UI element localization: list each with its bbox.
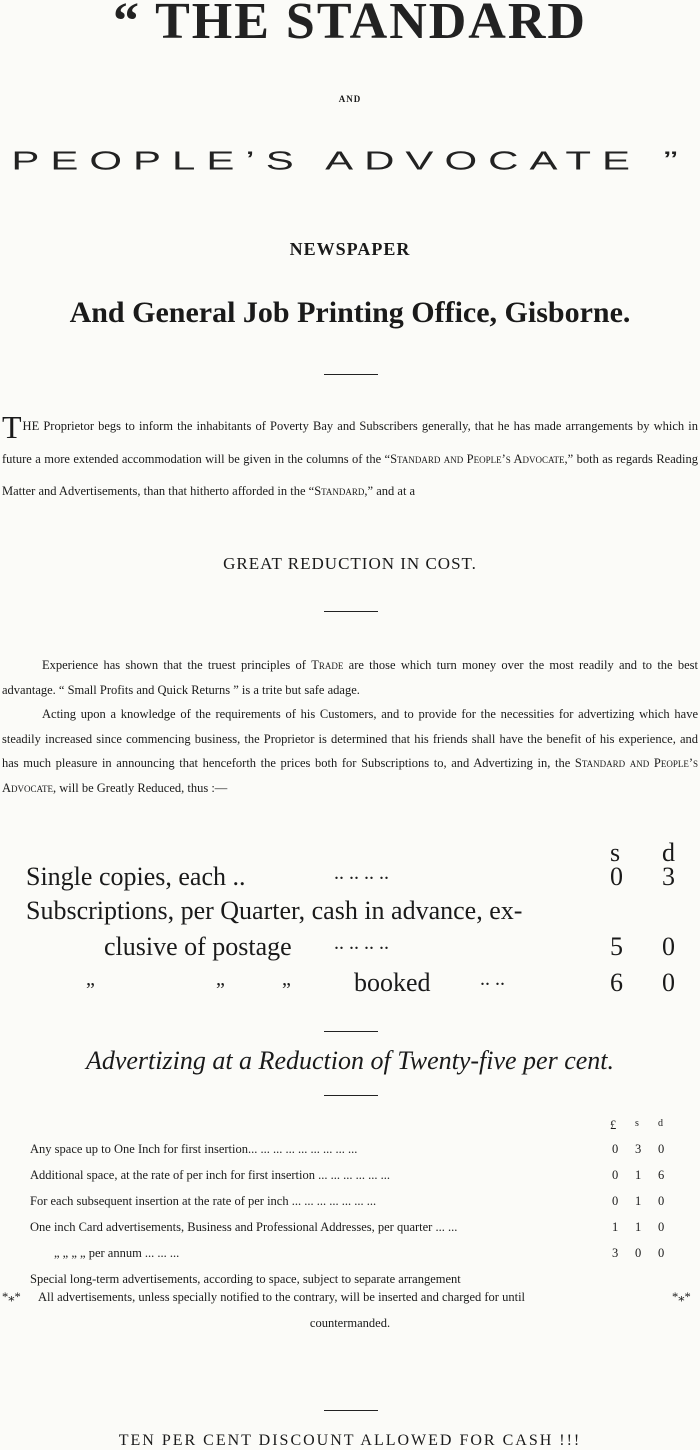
notice-text-2: countermanded.	[309, 1316, 391, 1330]
single-copies-s: 0	[610, 862, 623, 891]
drop-cap: T	[2, 409, 22, 445]
table-row: Additional space, at the rate of per inch for first insertion ... ... ... ... ... ... 0 1 6	[30, 1168, 665, 1182]
subscriptions-label: Subscriptions, per Quarter, cash in advance, ex-	[26, 896, 523, 925]
leader-dots: .. .. .. ..	[334, 862, 389, 884]
postage-label: clusive of postage	[104, 932, 292, 961]
masthead-title: “ THE STANDARD	[113, 0, 587, 50]
booked-label: booked	[354, 968, 431, 997]
single-copies-label: Single copies, each ..	[26, 862, 246, 891]
single-copies-d: 3	[662, 862, 675, 891]
asterism-start: *⁎*	[2, 1290, 21, 1304]
divider-rule	[324, 1410, 378, 1411]
ditto-mark: „	[216, 968, 225, 990]
pence-header: d	[658, 1118, 663, 1129]
shillings-header: s	[610, 838, 621, 867]
paper-name: Standard and People’s Advocate	[390, 451, 565, 466]
great-reduction-heading: GREAT REDUCTION IN COST.	[223, 554, 477, 573]
divider-rule	[324, 1095, 378, 1096]
notice-paragraph	[0, 1284, 700, 1336]
divider-rule	[324, 611, 378, 612]
divider-rule	[324, 374, 378, 375]
office-title: And General Job Printing Office, Gisborne.	[69, 296, 631, 329]
paragraph-experience: Experience has shown that the truest principles of Trade are those which turn money over the most readily and to the best advantage. “ Small Profits and Quick Returns ” is a trite but safe adage.	[2, 658, 698, 697]
intro-text-3: ,” and at a	[364, 484, 416, 498]
table-row: For each subsequent insertion at the rate of per inch ... ... ... ... ... ... ... 0 1 0	[30, 1194, 665, 1208]
table-row: One inch Card advertisements, Business and Professional Addresses, per quarter ... ... 1 1 0	[30, 1220, 665, 1234]
table-row: Any space up to One Inch for first insertion... ... ... ... ... ... ... ... ... 0 3 0	[30, 1142, 665, 1156]
ditto-mark: „	[86, 968, 95, 990]
booked-d: 0	[662, 968, 675, 997]
pence-header: d	[662, 838, 675, 867]
pound-header: £	[610, 1118, 617, 1132]
special-arrangement-row: Special long-term advertisements, according to space, subject to separate arrangement	[30, 1272, 461, 1286]
postage-s: 5	[610, 932, 623, 961]
masthead-and: AND	[338, 94, 362, 104]
leader-dots: .. .. .. ..	[334, 932, 389, 954]
masthead-subtitle: PEOPLE’S ADVOCATE ”	[11, 146, 689, 176]
notice-text: All advertisements, unless specially notified to the contrary, will be inserted and charged for until	[38, 1290, 526, 1304]
intro-text-2: ,” both as regards Reading Matter and Advertisements, than that hitherto afforded in the “	[2, 451, 698, 498]
cash-discount-notice: TEN PER CENT DISCOUNT ALLOWED FOR CASH !!!	[118, 1432, 582, 1449]
newspaper-label: NEWSPAPER	[289, 239, 411, 259]
shilling-header: s	[635, 1118, 639, 1129]
ditto-mark: „	[282, 968, 291, 990]
intro-paragraph	[2, 410, 698, 508]
leader-dots: .. ..	[480, 968, 505, 990]
advertizing-heading: Advertizing at a Reduction of Twenty-five per cent.	[85, 1046, 615, 1075]
divider-rule	[324, 1031, 378, 1032]
paper-name-short: Standard	[314, 484, 365, 498]
table-row: „ „ „ „ per annum ... ... ... 3 0 0	[54, 1246, 665, 1260]
asterism-end: *⁎*	[672, 1290, 691, 1304]
paragraph-acting: Acting upon a knowledge of the requirements of his Customers, and to provide for the necessities for advertizing which have steadily increased since commencing business, the Proprietor is determined that his friends shall have the benefit of his experience, and has much pleasure in announcing that henceforth the prices both for Subscriptions to, and Advertizing in, the Standard and People’s Advocate, will be Greatly Reduced, thus :—	[2, 707, 698, 795]
postage-d: 0	[662, 932, 675, 961]
booked-s: 6	[610, 968, 623, 997]
body-paragraphs	[2, 653, 698, 800]
intro-text-1: HE Proprietor begs to inform the inhabitants of Poverty Bay and Subscribers generally, that he has made arrangements by which in future a more extended accommodation will be given in the columns of the “	[2, 419, 698, 466]
